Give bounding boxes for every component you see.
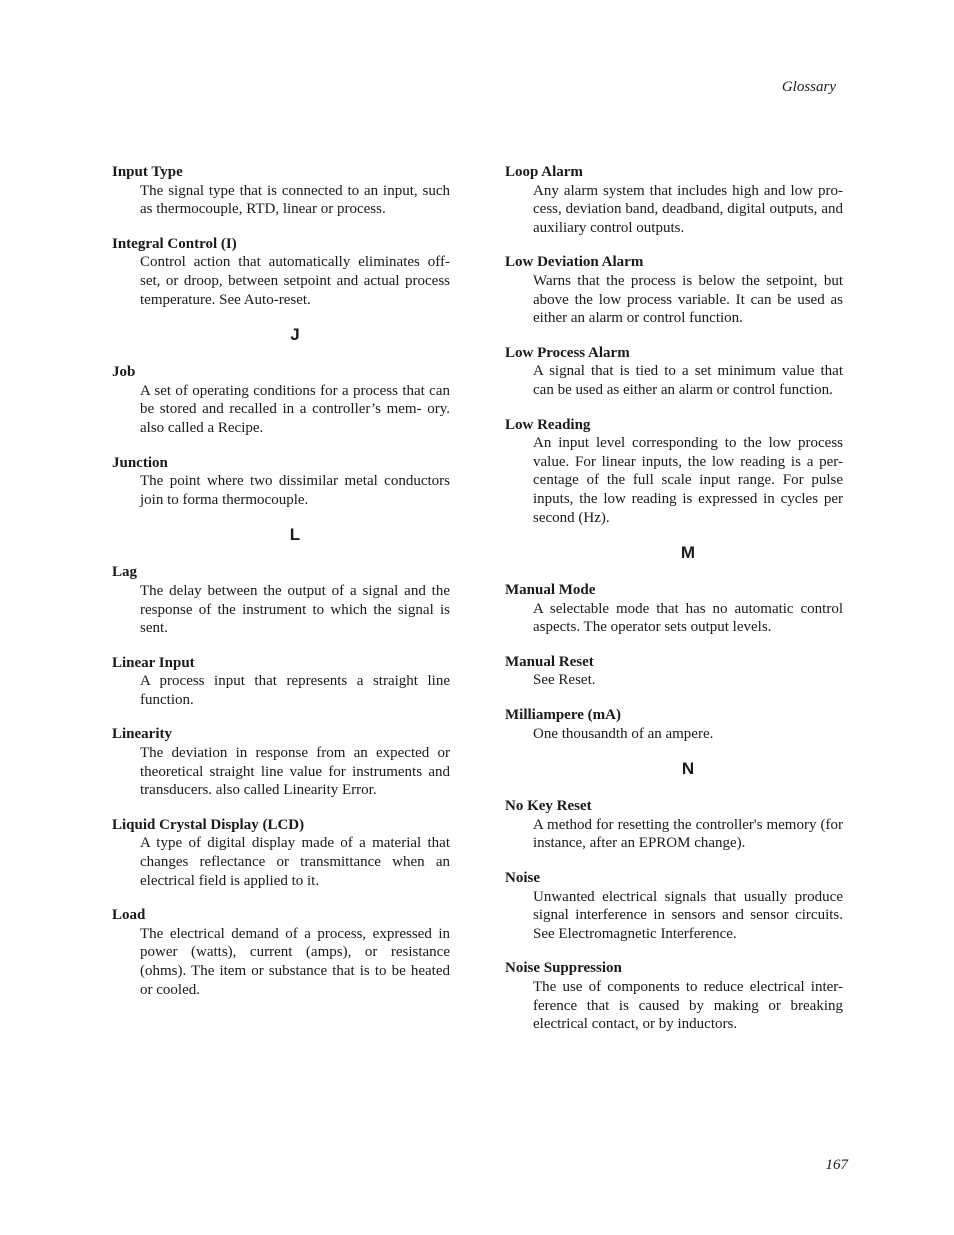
definition-line: ference that is caused by making or breaking [533, 997, 843, 1014]
glossary-entry-noise [505, 869, 843, 943]
definition-line: Any alarm system that includes high and low pro- [533, 182, 843, 199]
definition-line: second (Hz). [533, 509, 610, 526]
glossary-entry-lag [112, 563, 450, 637]
left-column [112, 163, 450, 1015]
glossary-definition [505, 816, 843, 853]
glossary-term: Low Reading [505, 416, 591, 433]
glossary-term: Linear Input [112, 654, 195, 671]
page-number: 167 [825, 1157, 848, 1173]
definition-line: A set of operating conditions for a process that [140, 382, 425, 399]
definition-line: Unwanted electrical signals that usually produce [533, 888, 843, 905]
glossary-definition [112, 834, 450, 890]
definition-line: Control action that automatically eliminates off- [140, 254, 450, 271]
glossary-entry-linear-input [112, 654, 450, 710]
definition-line: aspects. The operator sets output levels. [533, 619, 772, 636]
definition-line: sent. [140, 620, 168, 637]
definition-line: as thermocouple, RTD, linear or process. [140, 201, 386, 218]
definition-line: response of the instrument to which the signal is [140, 601, 450, 618]
glossary-entry-junction [112, 454, 450, 510]
definition-line: power (watts), current (amps), or resistance [140, 944, 450, 961]
glossary-definition [505, 600, 843, 637]
definition-line: transducers. also called Linearity Error. [140, 782, 377, 799]
glossary-definition [505, 671, 843, 690]
glossary-entry-low-deviation-alarm [505, 253, 843, 327]
definition-line: electrical contact, or by inductors. [533, 1016, 738, 1033]
glossary-entry-noise-suppression [505, 959, 843, 1033]
definition-line: value. For linear inputs, the low reading is a per- [533, 453, 843, 470]
definition-line: The use of components to reduce electrical inter- [533, 979, 843, 995]
definition-line: The electrical demand of a process, expressed in [140, 925, 450, 942]
glossary-term: Noise [505, 870, 540, 887]
glossary-entry-integral-control-i [112, 235, 450, 309]
definition-line: Warns that the process is below the setpoint, but [533, 272, 843, 289]
section-letter-n: N [681, 759, 695, 779]
glossary-term: No Key Reset [505, 798, 592, 815]
glossary-term: Input Type [112, 164, 183, 180]
definition-line: One thousandth of an ampere. [533, 725, 714, 742]
definition-line: A selectable mode that has no automatic control [533, 600, 843, 617]
glossary-term: Manual Mode [505, 582, 596, 599]
running-head: Glossary [781, 79, 836, 95]
definition-line: cess, deviation band, deadband, digital outputs, [533, 201, 818, 218]
glossary-definition [505, 272, 843, 328]
glossary-term: Integral Control (I) [112, 235, 237, 252]
definition-line: See Reset. [533, 672, 596, 689]
glossary-term: Noise Suppression [505, 960, 622, 977]
glossary-definition [505, 725, 843, 744]
definition-line: inputs, the low reading is expressed in cycles per [533, 490, 843, 507]
definition-line: (for instance, after an EPROM change). [533, 816, 843, 852]
section-letter-j: J [290, 325, 300, 345]
definition-line: electrical field is applied to it. [140, 872, 320, 889]
definition-line: The delay between the output of a signal and the [140, 582, 450, 599]
section-letter-l: L [289, 525, 301, 545]
definition-line: The point where two dissimilar metal conductors [140, 473, 450, 490]
glossary-entry-linearity [112, 725, 450, 799]
glossary-entry-no-key-reset [505, 797, 843, 853]
glossary-term: Low Process Alarm [505, 344, 630, 361]
glossary-term: Low Deviation Alarm [505, 254, 644, 271]
glossary-term: Linearity [112, 726, 172, 743]
definition-line: set, or droop, between setpoint and actual process [140, 272, 450, 289]
definition-line: or cooled. [140, 981, 200, 998]
definition-line: centage of the full scale input range. For pulse [533, 472, 843, 489]
definition-line: A method for resetting the controller's memory [533, 816, 817, 833]
glossary-definition [112, 382, 450, 438]
glossary-entry-input-type [112, 163, 450, 219]
glossary-term: Junction [112, 454, 168, 471]
glossary-definition [112, 925, 450, 999]
definition-line: A type of digital display made of a material that [140, 835, 450, 852]
glossary-entry-load [112, 906, 450, 999]
right-column [505, 163, 843, 1050]
glossary-term: Lag [112, 564, 138, 581]
definition-line: can be stored and recalled in a controller’s mem- [140, 382, 450, 418]
definition-line: above the low process variable. It can be used as [533, 291, 843, 308]
glossary-definition [505, 434, 843, 527]
definition-line: join to forma thermocouple. [140, 491, 309, 508]
glossary-term: Load [112, 907, 146, 924]
glossary-definition [112, 744, 450, 800]
glossary-entry-low-reading [505, 416, 843, 528]
glossary-definition [112, 253, 450, 309]
definition-line: An input level corresponding to the low process [533, 435, 843, 452]
glossary-definition [505, 888, 843, 944]
definition-line: either an alarm or control function. [533, 310, 743, 327]
glossary-term: Milliampere (mA) [505, 707, 621, 724]
definition-line: A process input that represents a straight line [140, 673, 450, 690]
glossary-entry-job [112, 363, 450, 437]
definition-line: See Auto-reset. [219, 291, 311, 308]
glossary-definition [112, 582, 450, 638]
glossary-term: Loop Alarm [505, 164, 583, 180]
glossary-entry-low-process-alarm [505, 344, 843, 400]
glossary-entry-milliampere-ma [505, 706, 843, 743]
definition-line: temperature. [140, 291, 216, 308]
definition-line: A signal that is tied to a set minimum value that [533, 363, 843, 380]
definition-line: The deviation in response from an expected or [140, 745, 450, 762]
glossary-term: Liquid Crystal Display (LCD) [112, 816, 305, 833]
definition-line: See Electromagnetic Interference. [533, 925, 737, 942]
definition-line: theoretical straight line value for instruments and [140, 763, 450, 780]
definition-line: changes reflectance or transmittance when an [140, 854, 450, 871]
glossary-term: Manual Reset [505, 653, 594, 670]
definition-line: signal interference in sensors and sensor circuits. [533, 907, 843, 924]
definition-line: ory. also called a Recipe. [140, 401, 450, 436]
glossary-definition [112, 472, 450, 509]
glossary-entry-liquid-crystal-display-lcd [112, 816, 450, 890]
definition-line: can be used as either an alarm or control function. [533, 381, 833, 398]
definition-line: and auxiliary control outputs. [533, 201, 843, 236]
glossary-definition [505, 978, 843, 1034]
glossary-definition [505, 362, 843, 399]
definition-line: function. [140, 691, 194, 708]
definition-line: (ohms). The item or substance that is to be heated [140, 963, 450, 979]
glossary-definition [505, 182, 843, 238]
glossary-term: Job [112, 364, 136, 381]
section-letter-m: M [680, 543, 696, 563]
glossary-entry-manual-reset [505, 653, 843, 690]
glossary-entry-loop-alarm [505, 163, 843, 237]
glossary-definition [112, 672, 450, 709]
glossary-definition [112, 182, 450, 219]
glossary-entry-manual-mode [505, 581, 843, 637]
definition-line: The signal type that is connected to an input, such [140, 182, 450, 199]
